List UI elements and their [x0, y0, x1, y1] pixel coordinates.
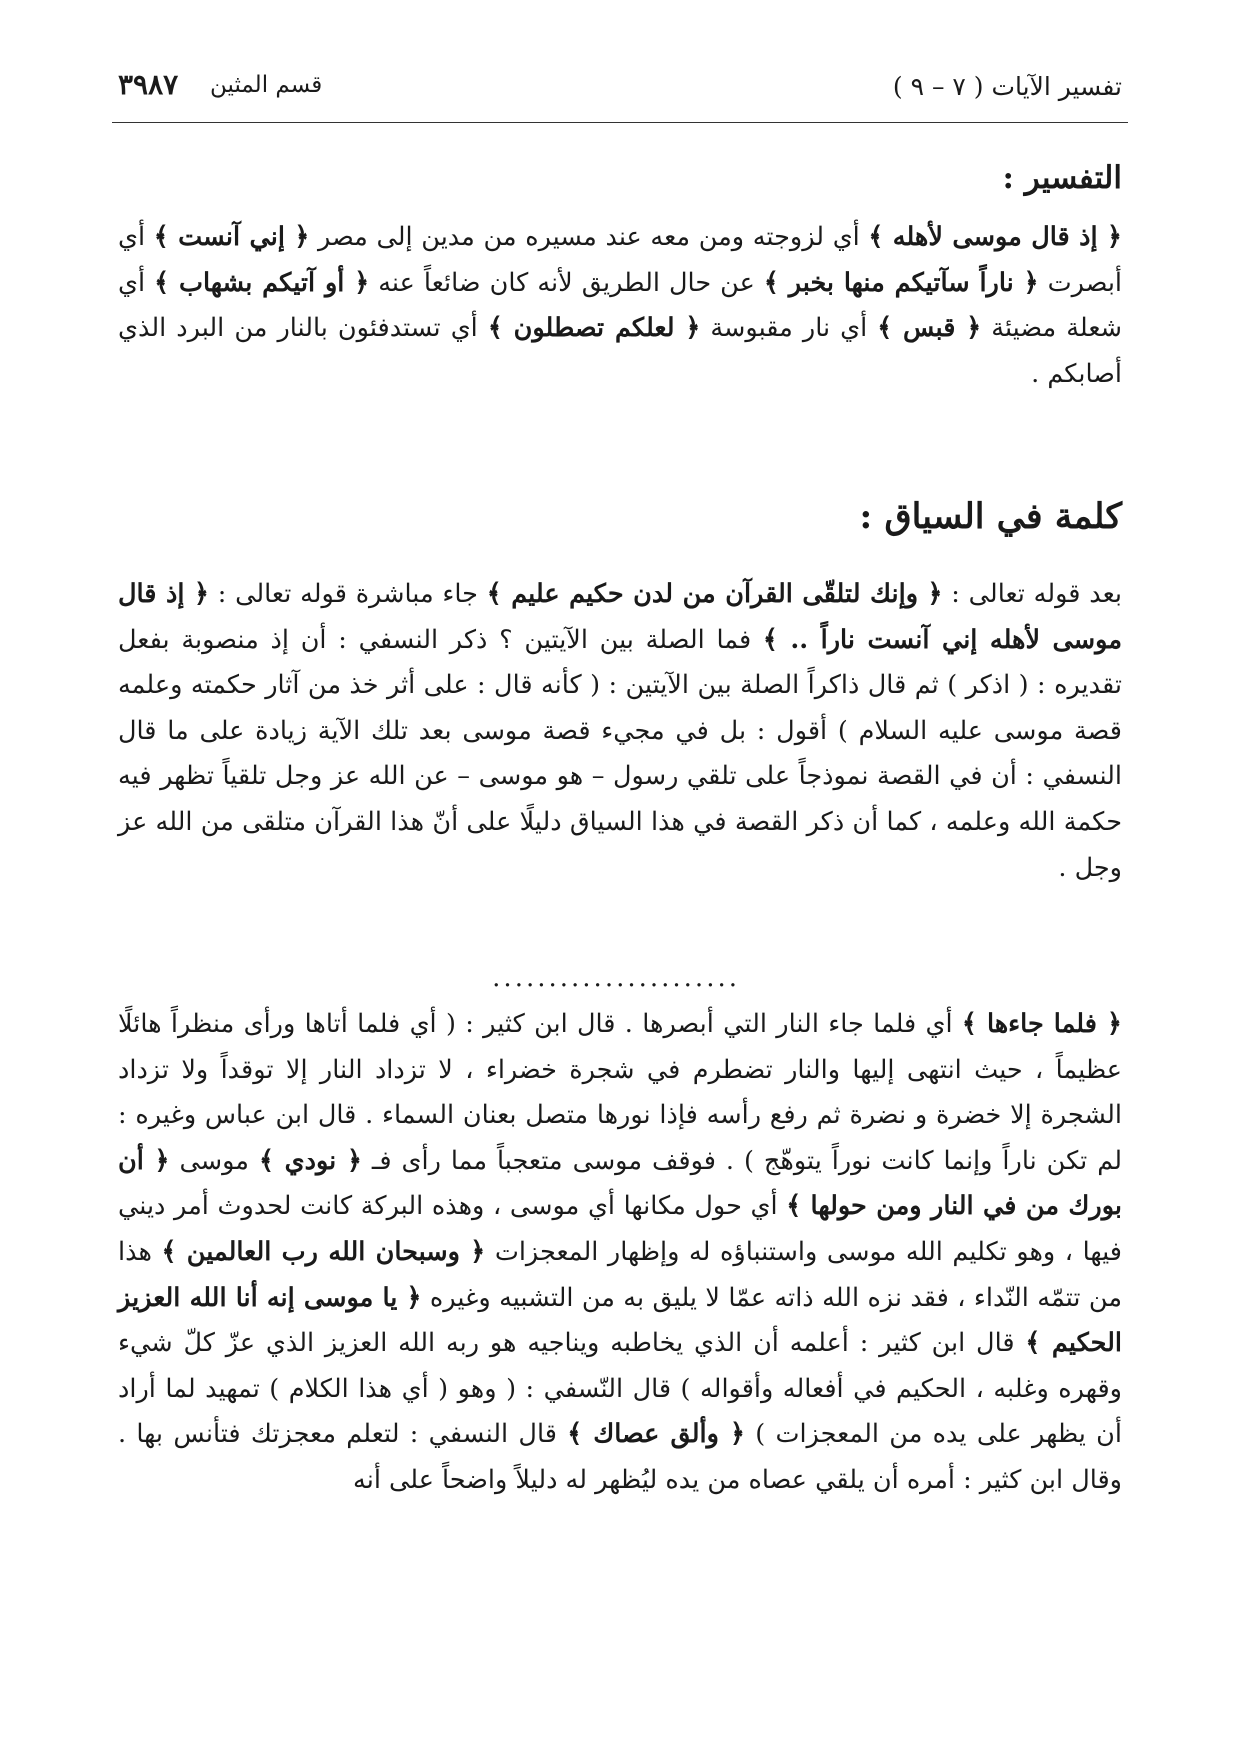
quran-quote: ﴿ إذ قال موسى لأهله إني آنست ناراً .. ﴾ — [118, 579, 1122, 655]
text-run: موسى — [169, 1145, 259, 1176]
text-run: أي أبصرت — [118, 222, 1123, 298]
quran-quote: ﴿ وألق عصاك ﴾ — [567, 1419, 745, 1450]
text-run: أي تستدفئون بالنار من البرد الذي أصابكم . — [118, 313, 1122, 389]
quran-quote: ﴿ إني آنست ﴾ — [153, 222, 310, 252]
text-run: عن حال الطريق لأنه كان ضائعاً عنه — [369, 267, 764, 298]
quran-quote: ﴿ ناراً سآتيكم منها بخبر ﴾ — [763, 267, 1039, 298]
quran-quote: ﴿ لعلكم تصطلون ﴾ — [487, 313, 701, 344]
quran-quote: ﴿ أن بورك من في النار ومن حولها ﴾ — [118, 1145, 1122, 1222]
text-run: أي نار مقبوسة — [700, 313, 878, 344]
quran-quote: ﴿ أو آتيكم بشهاب ﴾ — [154, 267, 370, 298]
text-run: أي فلما جاء النار التي أبصرها . قال ابن كثير : ( أي فلما أتاها ورأى منظراً هائلًا عظيماً ، حيث انتهى إليها والنار تضطرم في شجرة خضراء ، لا تزداد النار إلا توقداً ولا تزداد الشجرة إلا خضرة و نضرة ثم رفع رأسه فإذا نورها متصل بعنان السماء . قال ابن عباس وغيره : لم تكن ناراً وإنما كانت نوراً يتوهّج ) . فوقف موسى متعجباً مما رأى فـ — [118, 1009, 1122, 1176]
quran-quote: ﴿ قبس ﴾ — [877, 313, 982, 344]
quran-quote: ﴿ إذ قال موسى لأهله ﴾ — [868, 222, 1122, 252]
header-rule — [112, 122, 1128, 123]
page-header — [118, 68, 1122, 112]
text-run: بعد قوله تعالى : — [942, 579, 1123, 609]
heading-context: كلمة في السياق : — [859, 496, 1122, 537]
paragraph-tafsir — [118, 215, 1122, 397]
text-run: قال النسفي : لتعلم معجزتك فتأنس بها . وقال ابن كثير : أمره أن يلقي عصاه من يده ليُظهر له دليلاً واضحاً على أنه — [118, 1419, 1122, 1495]
quran-quote: ﴿ وسبحان الله رب العالمين ﴾ — [161, 1236, 486, 1267]
page-number: ٣٩٨٧ — [118, 68, 179, 101]
quran-quote: ﴿ يا موسى إنه أنا الله العزيز الحكيم ﴾ — [118, 1282, 1122, 1359]
quran-quote: ﴿ نودي ﴾ — [258, 1145, 362, 1176]
section-label: قسم المثين — [210, 72, 323, 98]
running-title: تفسير الآيات ( ٧ – ٩ ) — [892, 72, 1122, 101]
quran-quote: ﴿ وإنك لتلقّى القرآن من لدن حكيم عليم ﴾ — [486, 579, 943, 609]
text-run: جاء مباشرة قوله تعالى : — [208, 579, 487, 609]
section-separator: ...................... — [492, 963, 740, 993]
text-run: أي حول مكانها أي موسى ، وهذه البركة كانت لحدوث أمر ديني فيها ، وهو تكليم الله موسى واستنباؤه له وإظهار المعجزات — [118, 1191, 1123, 1267]
text-run: فما الصلة بين الآيتين ؟ ذكر النسفي : أن إذ منصوبة بفعل تقديره : ( اذكر ) ثم قال ذاكراً الصلة بين الآيتين : ( كأنه قال : على أثر خذ من آثار حكمته وعلمه قصة موسى عليه السلام ) أقول : بل في مجيء قصة موسى بعد تلك الآية زيادة على ما قال النسفي : أن في القصة نموذجاً على تلقي رسول – هو موسى – عن الله عز وجل تلقياً تظهر فيه حكمة الله وعلمه ، كما أن ذكر القصة في هذا السياق دليلًا على أنّ هذا القرآن متلقى من الله عز وجل . — [118, 624, 1122, 883]
text-run: قال ابن كثير : أعلمه أن الذي يخاطبه ويناجيه هو ربه الله العزيز الذي عزّ كلّ شيء وقهره وغلبه ، الحكيم في أفعاله وأقواله ) قال النّسفي : ( وهو ( أي هذا الكلام ) تمهيد لما أراد أن يظهر على يده من المعجزات ) — [118, 1328, 1122, 1450]
text-run: أي شعلة مضيئة — [118, 267, 1122, 344]
quran-quote: ﴿ فلما جاءها ﴾ — [961, 1009, 1122, 1039]
text-run: هذا من تتمّه النّداء ، فقد نزه الله ذاته عمّا لا يليق به من التشبيه وغيره — [118, 1236, 1122, 1313]
text-run: أي لزوجته ومن معه عند مسيره من مدين إلى مصر — [309, 222, 869, 252]
paragraph-context — [118, 572, 1122, 891]
heading-tafsir: التفسير : — [1002, 160, 1122, 196]
paragraph-commentary — [118, 1002, 1122, 1504]
